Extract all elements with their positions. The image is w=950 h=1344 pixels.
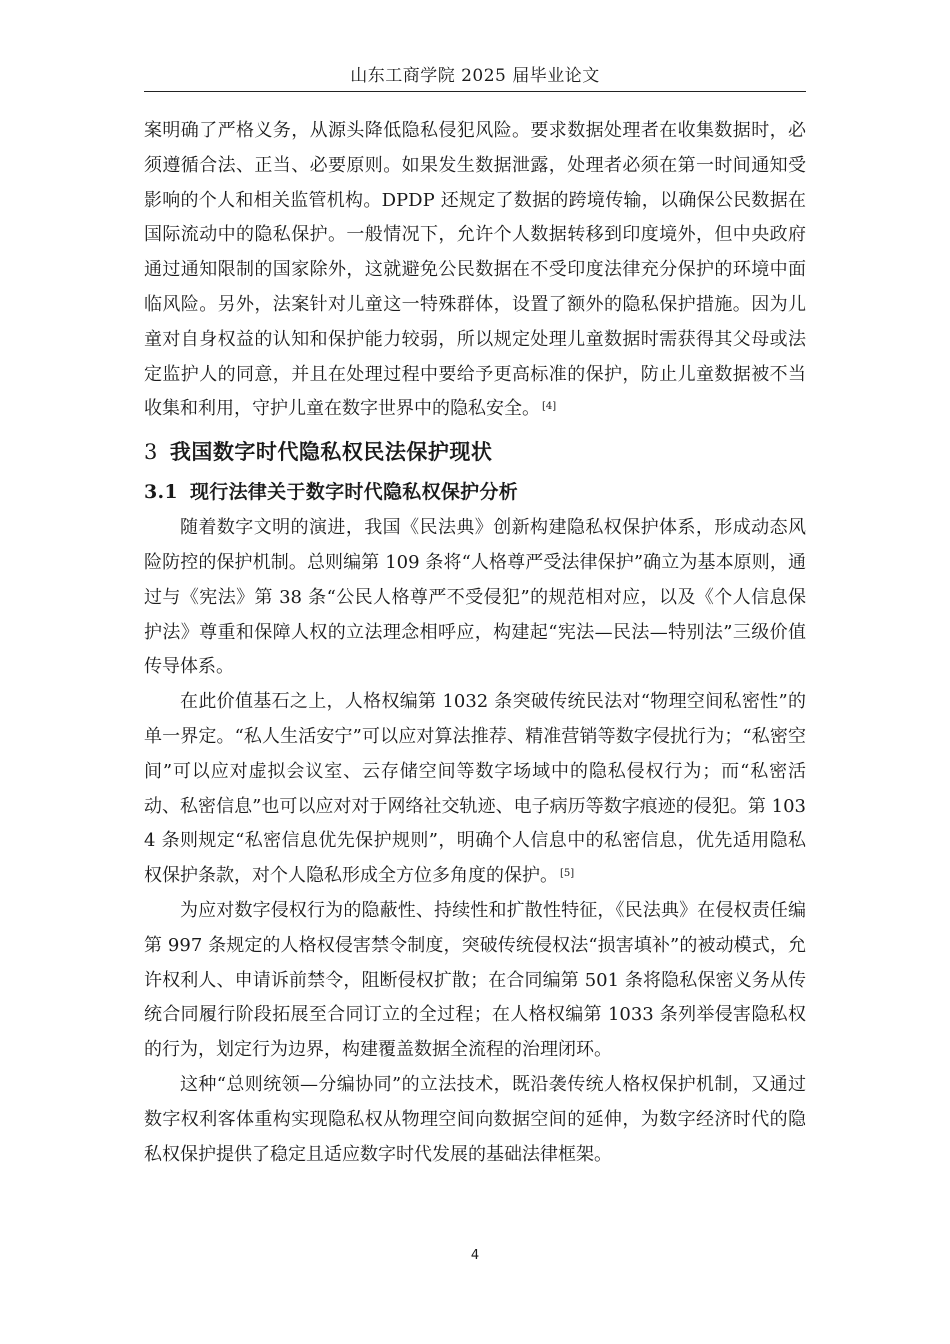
- page-number: 4: [470, 1248, 480, 1263]
- running-header: 山东工商学院 2025 届毕业论文: [350, 66, 600, 86]
- paragraph: 为应对数字侵权行为的隐蔽性、持续性和扩散性特征，《民法典》在侵权责任编第 997 条规定的人格权侵害禁令制度，突破传统侵权法“损害填补”的被动模式，允许权利人、申请诉前禁令，阻断侵权扩散；在合同编第 501 条将隐私保密义务从传统合同履行阶段拓展至合同订立的全过程；在人格权编第 1033 条列举侵害隐私权的行为，划定行为边界，构建覆盖数据全流程的治理闭环。: [144, 899, 806, 1061]
- paragraph-text: 在此价值基石之上，人格权编第 1032 条突破传统民法对“物理空间私密性”的单一界定。“私人生活安宁”可以应对算法推荐、精准营销等数字侵扰行为；“私密空间”可以应对虚拟会议室、云存储空间等数字场域中的隐私侵权行为；而“私密活动、私密信息”也可以应对对于网络社交轨迹、电子病历等数字痕迹的侵犯。第 1034 条则规定“私密信息优先保护规则”，明确个人信息中的私密信息，优先适用隐私权保护条款，对个人隐私形成全方位多角度的保护。: [144, 691, 806, 887]
- paragraph: 随着数字文明的演进，我国《民法典》创新构建隐私权保护体系，形成动态风险防控的保护机制。总则编第 109 条将“人格尊严受法律保护”确立为基本原则，通过与《宪法》第 38 条“公民人格尊严不受侵犯”的规范相对应，以及《个人信息保护法》尊重和保障人权的立法理念相呼应，构建起“宪法—民法—特别法”三级价值传导体系。: [144, 517, 806, 678]
- section-number: 3: [144, 440, 158, 465]
- page-body: [144, 114, 806, 1172]
- citation-ref: [5]: [560, 868, 575, 880]
- subsection-number: 3.1: [144, 481, 178, 504]
- section-heading: [144, 427, 806, 474]
- paragraph-continued: [144, 114, 806, 427]
- paragraph-text: 案明确了严格义务，从源头降低隐私侵犯风险。要求数据处理者在收集数据时，必须遵循合法、正当、必要原则。如果发生数据泄露，处理者必须在第一时间通知受影响的个人和相关监管机构。DPDP 还规定了数据的跨境传输，以确保公民数据在国际流动中的隐私保护。一般情况下，允许个人数据转移到印度境外，但中央政府通过通知限制的国家除外，这就避免公民数据在不受印度法律充分保护的环境中面临风险。另外，法案针对儿童这一特殊群体，设置了额外的隐私保护措施。因为儿童对自身权益的认知和保护能力较弱，所以规定处理儿童数据时需获得其父母或法定监护人的同意，并且在处理过程中要给予更高标准的保护，防止儿童数据被不当收集和利用，守护儿童在数字世界中的隐私安全。: [144, 120, 806, 420]
- paragraph: 这种“总则统领—分编协同”的立法技术，既沿袭传统人格权保护机制，又通过数字权利客体重构实现隐私权从物理空间向数据空间的延伸，为数字经济时代的隐私权保护提供了稳定且适应数字时代发展的基础法律框架。: [144, 1073, 806, 1165]
- subsection-heading: [144, 474, 806, 511]
- paragraph: [144, 685, 806, 894]
- section-title: 我国数字时代隐私权民法保护现状: [169, 439, 493, 465]
- citation-ref: [4]: [542, 401, 557, 413]
- header-divider: [144, 91, 806, 92]
- subsection-title: 现行法律关于数字时代隐私权保护分析: [189, 481, 519, 504]
